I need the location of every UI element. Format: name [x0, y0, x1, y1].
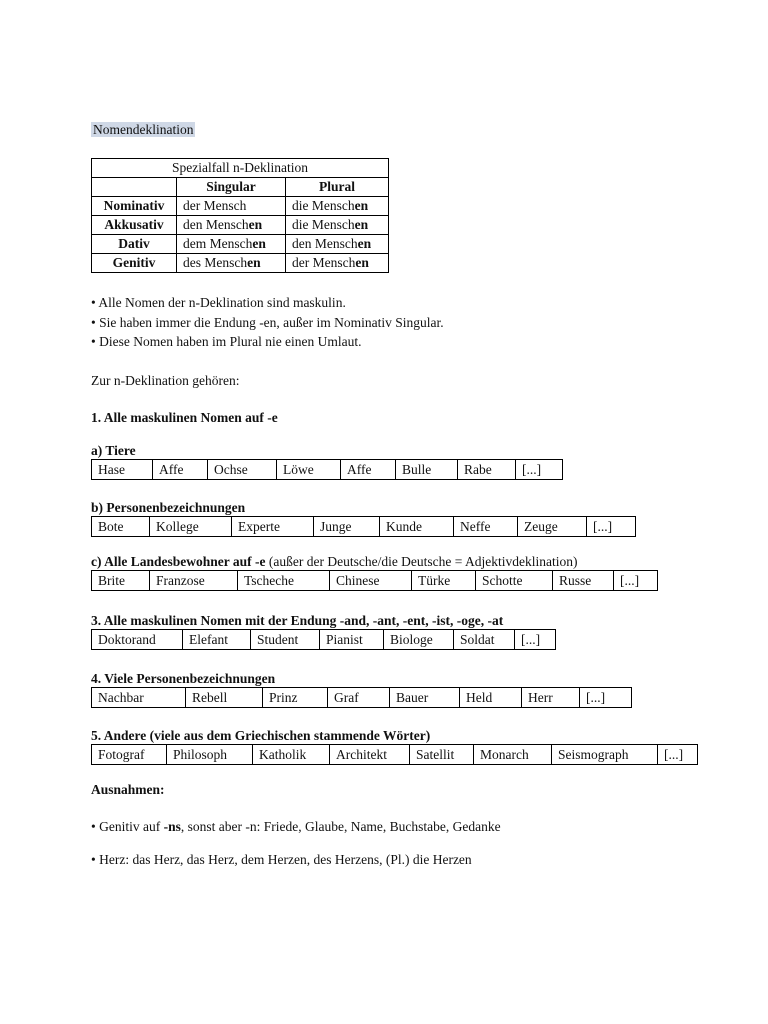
word-cell: Soldat — [454, 630, 515, 649]
case-label: Nominativ — [92, 197, 177, 216]
section-heading-1: 1. Alle maskulinen Nomen auf -e — [91, 410, 278, 425]
page-title: Nomendeklination — [93, 122, 194, 137]
rule-umlaut: • Diese Nomen haben im Plural nie einen Umlaut. — [91, 334, 362, 349]
table-row — [92, 216, 389, 235]
form-ending: en — [252, 236, 266, 251]
word-cell: Kunde — [380, 517, 454, 536]
table-row — [92, 197, 389, 216]
form-stem: den Mensch — [183, 217, 249, 232]
form-ending: en — [248, 217, 263, 232]
word-cell: [...] — [587, 517, 636, 536]
word-cell: Affe — [153, 460, 208, 479]
word-cell: Student — [251, 630, 320, 649]
word-cell: Doktorand — [92, 630, 183, 649]
word-row-endungen — [91, 629, 556, 650]
word-cell: Ochse — [208, 460, 277, 479]
word-cell: [...] — [658, 745, 698, 764]
word-cell: Bulle — [396, 460, 458, 479]
word-cell: Löwe — [277, 460, 341, 479]
section-heading-5: 5. Andere (viele aus dem Griechischen stammende Wörter) — [91, 728, 431, 743]
singular-form — [177, 216, 286, 235]
exceptions-heading: Ausnahmen: — [91, 782, 165, 797]
word-cell: Bauer — [390, 688, 460, 707]
intro-text: Zur n-Deklination gehören: — [91, 373, 240, 388]
table-caption: Spezialfall n-Deklination — [92, 159, 389, 178]
exception-herz: • Herz: das Herz, das Herz, dem Herzen, des Herzens, (Pl.) die Herzen — [91, 852, 472, 867]
word-cell: Affe — [341, 460, 396, 479]
word-row-personenbezeichnungen — [91, 687, 632, 708]
table-header-row — [92, 178, 389, 197]
exception-genitiv: • Genitiv auf -ns, sonst aber -n: Friede, Glaube, Name, Buchstabe, Gedanke — [91, 819, 501, 834]
word-cell: Rebell — [186, 688, 263, 707]
form-stem: die Mensch — [292, 198, 355, 213]
word-row-tiere — [91, 459, 563, 480]
word-cell: [...] — [516, 460, 563, 479]
word-cell: Franzose — [150, 571, 238, 590]
declension-table — [91, 158, 389, 273]
word-cell: [...] — [614, 571, 658, 590]
word-cell: Satellit — [410, 745, 474, 764]
section-heading-3: 3. Alle maskulinen Nomen mit der Endung -and, -ant, -ent, -ist, -oge, -at — [91, 613, 504, 628]
word-cell: Pianist — [320, 630, 384, 649]
word-cell: Türke — [412, 571, 476, 590]
word-cell: Philosoph — [167, 745, 253, 764]
word-cell: Chinese — [330, 571, 412, 590]
rule-endung: • Sie haben immer die Endung -en, außer im Nominativ Singular. — [91, 315, 444, 330]
word-cell: Bote — [92, 517, 150, 536]
word-cell: Monarch — [474, 745, 552, 764]
word-cell: Graf — [328, 688, 390, 707]
word-cell: Rabe — [458, 460, 516, 479]
form-stem: die Mensch — [292, 217, 355, 232]
rule-maskulin: • Alle Nomen der n-Deklination sind maskulin. — [91, 295, 346, 310]
word-cell: Katholik — [253, 745, 330, 764]
word-cell: Junge — [314, 517, 380, 536]
case-label: Dativ — [92, 235, 177, 254]
plural-form — [286, 197, 389, 216]
plural-form — [286, 216, 389, 235]
form-stem: des Mensch — [183, 255, 248, 270]
section-heading-c: c) Alle Landesbewohner auf -e (außer der Deutsche/die Deutsche = Adjektivdeklination) — [91, 554, 578, 569]
word-cell: Tscheche — [238, 571, 330, 590]
section-note: (außer der Deutsche/die Deutsche = Adjektivdeklination) — [265, 554, 578, 569]
word-cell: Zeuge — [518, 517, 587, 536]
word-cell: Experte — [232, 517, 314, 536]
word-cell: Neffe — [454, 517, 518, 536]
word-cell: Fotograf — [92, 745, 167, 764]
table-caption-row — [92, 159, 389, 178]
form-ending: en — [355, 255, 369, 270]
word-row-griechisch — [91, 744, 698, 765]
singular-form — [177, 254, 286, 273]
table-row — [92, 254, 389, 273]
word-cell: Schotte — [476, 571, 553, 590]
form-stem: der Mensch — [292, 255, 356, 270]
form-stem: den Mensch — [292, 236, 358, 251]
word-cell: Elefant — [183, 630, 251, 649]
form-ending: en — [357, 236, 372, 251]
form-stem: dem Mensch — [183, 236, 253, 251]
word-cell: Hase — [92, 460, 153, 479]
word-cell: [...] — [515, 630, 556, 649]
word-cell: Prinz — [263, 688, 328, 707]
word-cell: Russe — [553, 571, 614, 590]
word-cell: Nachbar — [92, 688, 186, 707]
word-cell: Architekt — [330, 745, 410, 764]
plural-form — [286, 254, 389, 273]
column-header-singular: Singular — [177, 178, 286, 197]
form-ending: en — [354, 198, 369, 213]
column-header-plural: Plural — [286, 178, 389, 197]
section-heading-4: 4. Viele Personenbezeichnungen — [91, 671, 276, 686]
word-row-landesbewohner — [91, 570, 658, 591]
word-cell: Biologe — [384, 630, 454, 649]
form-ending: en — [354, 217, 369, 232]
word-cell: Held — [460, 688, 522, 707]
form-stem: der Mensch — [183, 198, 247, 213]
section-heading-a: a) Tiere — [91, 443, 136, 458]
case-label: Genitiv — [92, 254, 177, 273]
word-row-personen — [91, 516, 636, 537]
singular-form — [177, 235, 286, 254]
word-cell: Brite — [92, 571, 150, 590]
word-cell: [...] — [580, 688, 632, 707]
word-cell: Kollege — [150, 517, 232, 536]
plural-form — [286, 235, 389, 254]
singular-form — [177, 197, 286, 216]
word-cell: Seismograph — [552, 745, 658, 764]
form-ending: en — [247, 255, 261, 270]
section-heading-b: b) Personenbezeichnungen — [91, 500, 246, 515]
empty-header-cell — [92, 178, 177, 197]
table-row — [92, 235, 389, 254]
case-label: Akkusativ — [92, 216, 177, 235]
word-cell: Herr — [522, 688, 580, 707]
